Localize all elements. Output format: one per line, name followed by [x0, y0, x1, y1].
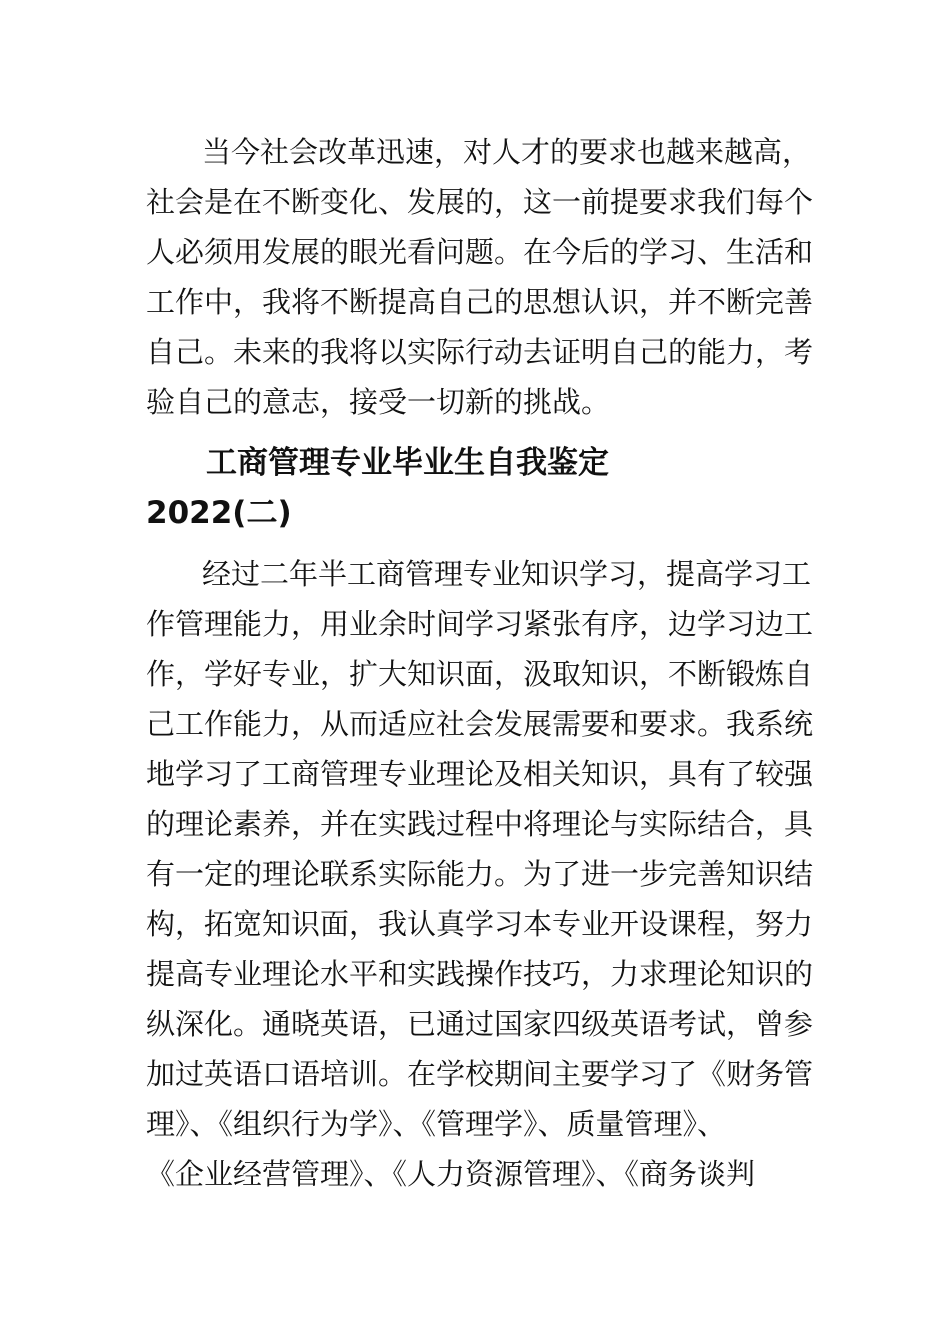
paragraph-1-line-4: 工作中，我将不断提高自己的思想认识，并不断完善 [146, 285, 814, 319]
paragraph-2-line-10: 纵深化。通晓英语，已通过国家四级英语考试，曾参 [146, 1007, 814, 1041]
paragraph-2-line-2: 作管理能力，用业余时间学习紧张有序，边学习边工 [146, 607, 814, 641]
section-heading-year: 2022(二) [146, 495, 292, 531]
paragraph-2-line-7: 有一定的理论联系实际能力。为了进一步完善知识结 [146, 857, 814, 891]
paragraph-1-line-6: 验自己的意志，接受一切新的挑战。 [146, 385, 611, 419]
paragraph-2-line-12: 理》、《组织行为学》、《管理学》、质量管理》、 [146, 1107, 727, 1141]
paragraph-2-line-8: 构，拓宽知识面，我认真学习本专业开设课程，努力 [146, 907, 814, 941]
paragraph-1-line-5: 自己。未来的我将以实际行动去证明自己的能力，考 [146, 335, 814, 369]
paragraph-1-line-1: 当今社会改革迅速，对人才的要求也越来越高， [202, 135, 812, 169]
section-heading: 工商管理专业毕业生自我鉴定 [206, 445, 609, 481]
paragraph-1-line-2: 社会是在不断变化、发展的，这一前提要求我们每个 [146, 185, 814, 219]
paragraph-2-line-6: 的理论素养，并在实践过程中将理论与实际结合，具 [146, 807, 814, 841]
paragraph-2-line-11: 加过英语口语培训。在学校期间主要学习了《财务管 [146, 1057, 814, 1091]
paragraph-2-line-4: 己工作能力，从而适应社会发展需要和要求。我系统 [146, 707, 814, 741]
paragraph-2-line-3: 作，学好专业，扩大知识面，汲取知识，不断锻炼自 [146, 657, 814, 691]
paragraph-2-line-9: 提高专业理论水平和实践操作技巧，力求理论知识的 [146, 957, 814, 991]
paragraph-1-line-3: 人必须用发展的眼光看问题。在今后的学习、生活和 [146, 235, 814, 269]
paragraph-2-line-5: 地学习了工商管理专业理论及相关知识，具有了较强 [146, 757, 814, 791]
paragraph-2-line-13: 《企业经营管理》、《人力资源管理》、《商务谈判 [146, 1157, 756, 1191]
paragraph-2-line-1: 经过二年半工商管理专业知识学习，提高学习工 [202, 557, 812, 591]
